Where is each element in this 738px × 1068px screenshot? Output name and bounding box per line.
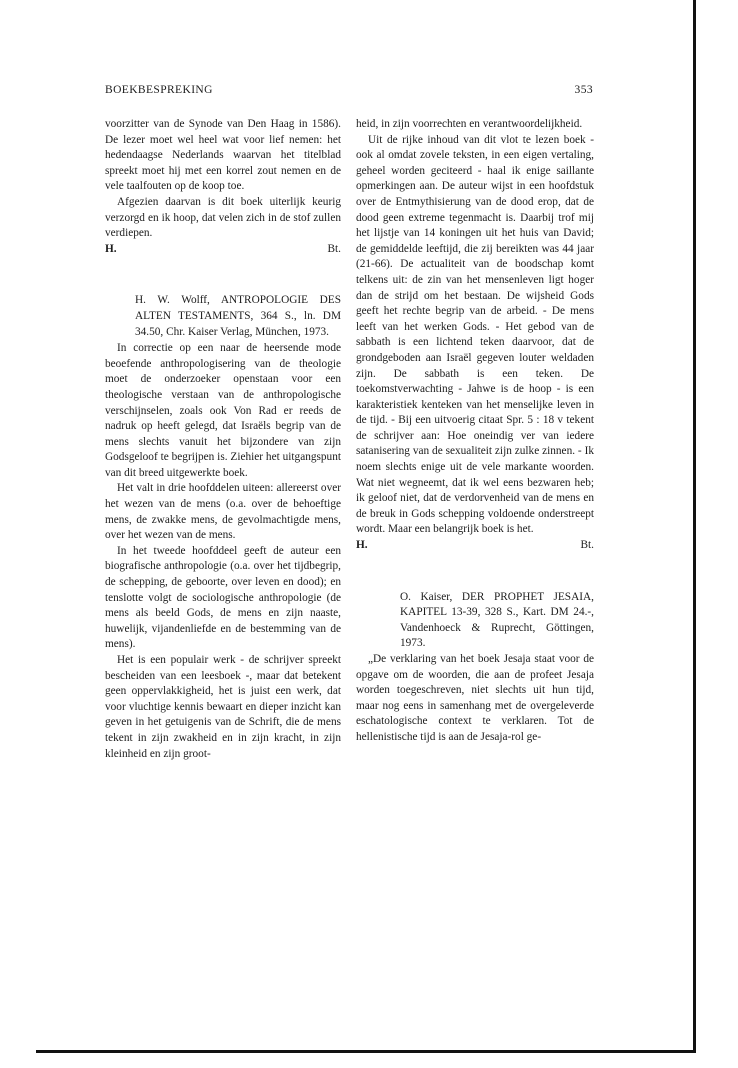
signature-author: Bt.: [327, 242, 341, 255]
book-reference: O. Kaiser, DER PROPHET JESAIA, KAPITEL 13-39, 328 S., Kart. DM 24.-, Vandenhoeck & Ruprecht, Göttingen, 1973.: [400, 590, 594, 650]
running-header: [105, 84, 593, 100]
signature-author: Bt.: [580, 539, 594, 552]
left-column: [105, 117, 341, 762]
page-number: 353: [574, 84, 593, 96]
paragraph: voorzitter van de Synode van Den Haag in 1586). De lezer moet wel heel wat voor lief nemen: het hedendaagse Nederlands waarvan het titelblad spreekt moet hij met een korrel zout nemen en de vele taalfouten op de koop toe.: [105, 118, 341, 193]
signature-initial: H.: [356, 539, 368, 552]
review-signature: [105, 242, 341, 258]
paragraph: Afgezien daarvan is dit boek uiterlijk keurig verzorgd en ik hoop, dat velen zich in de stof zullen verdiepen.: [105, 195, 341, 240]
scan-edge-bottom: [36, 1050, 696, 1053]
paragraph: Het is een populair werk - de schrijver spreekt bescheiden van een leesboek -, maar dat betekent geen oppervlakkigheid, het is juist een werk, dat voor vluchtige kennis bewaart en dieper inzicht kan geven in het getuigenis van de Schrift, die de mens tekent in zijn zwakheid en in zijn kracht, in zijn kleinheid en zijn groot-: [105, 654, 341, 760]
right-column: [356, 117, 594, 746]
paragraph: In het tweede hoofddeel geeft de auteur een biografische anthropologie (o.a. over het tijdbegrip, de schepping, de geboorte, over leven en dood); en tenslotte volgt de sociologische anthropologie (de mens als beeld Gods, de mens en zijn naaste, huwelijk, vijandenliefde en de bestemming van de mens).: [105, 544, 341, 651]
review-signature: [356, 538, 594, 554]
paragraph: „De verklaring van het boek Jesaja staat voor de opgave om de woorden, die aan de profeet Jesaja worden toegeschreven, niet slechts uit hun tijd, maar nog eens in samenhang met de overgeleverde eschatologische context te verklaren. Tot de hellenistische tijd is aan de Jesaja-rol ge-: [356, 653, 594, 743]
paragraph: Uit de rijke inhoud van dit vlot te lezen boek - ook al omdat zovele teksten, in een eigen vertaling, geheel worden geciteerd - haal ik enige saillante opmerkingen aan. De auteur wijst in een hoofdstuk over de Entmythisierung van de dood erop, dat de dood geen extreme tegenmacht is. Daarbij trof mij het lijstje van 14 koningen uit het huis van David; de gemiddelde leeftijd, die zij bereikten was 44 jaar (21-66). De actualiteit van de boodschap komt telkens uit: de zin van het mensenleven ligt hoger dan de strijd om het bestaan. De wijsheid Gods geeft het rechte begrip van de arbeid. - De mens leeft van het werken Gods. - Het gebod van de sabbath is een lichtend teken daarvoor, dat de grondgeboden aan Israël gegeven louter weldaden zijn. De sabbath is een teken. De toekomstverwachting - Jahwe is de hoop - is een karakteristiek kenteken van het menselijke leven in de tijd. - Bij een uitvoerig citaat Spr. 5 : 18 v tekent de schrijver aan: Hoe oneindig ver van iedere satanisering van de sexualiteit zijn zulke zinnen. - Ik noem slechts enige uit de vele markante woorden. Wat niet wegneemt, dat ik wel eens bezwaren heb; ik geloof niet, dat de verdorvenheid van de mens en de breuk in Gods schepping voldoende onderstreept wordt. Maar een belangrijk boek is het.: [356, 133, 594, 536]
signature-initial: H.: [105, 242, 117, 255]
running-title: BOEKBESPREKING: [105, 84, 213, 96]
paragraph: Het valt in drie hoofddelen uiteen: allereerst over het wezen van de mens (o.a. over de behoeftige mens, de zwakke mens, de gevolmachtigde mens, over het wezen van de mens.: [105, 482, 341, 542]
paragraph: In correctie op een naar de heersende mode beoefende anthropologisering van de theologie moet de onderzoeker openstaan voor een theologische verstaan van de anthropologische verschijnselen, zoals ook Von Rad er reeds de nadruk op heeft gelegd, dat Israëls begrip van de mens slechts vanuit het bijzondere van zijn Godsgeloof te begrijpen is. Ziehier het uitgangspunt van dit breed uitgewerkte boek.: [105, 342, 341, 479]
paragraph: heid, in zijn voorrechten en verantwoordelijkheid.: [356, 118, 583, 130]
scan-edge-right: [693, 0, 696, 1052]
book-reference: H. W. Wolff, ANTROPOLOGIE DES ALTEN TESTAMENTS, 364 S., ln. DM 34.50, Chr. Kaiser Verlag, München, 1973.: [135, 294, 341, 338]
